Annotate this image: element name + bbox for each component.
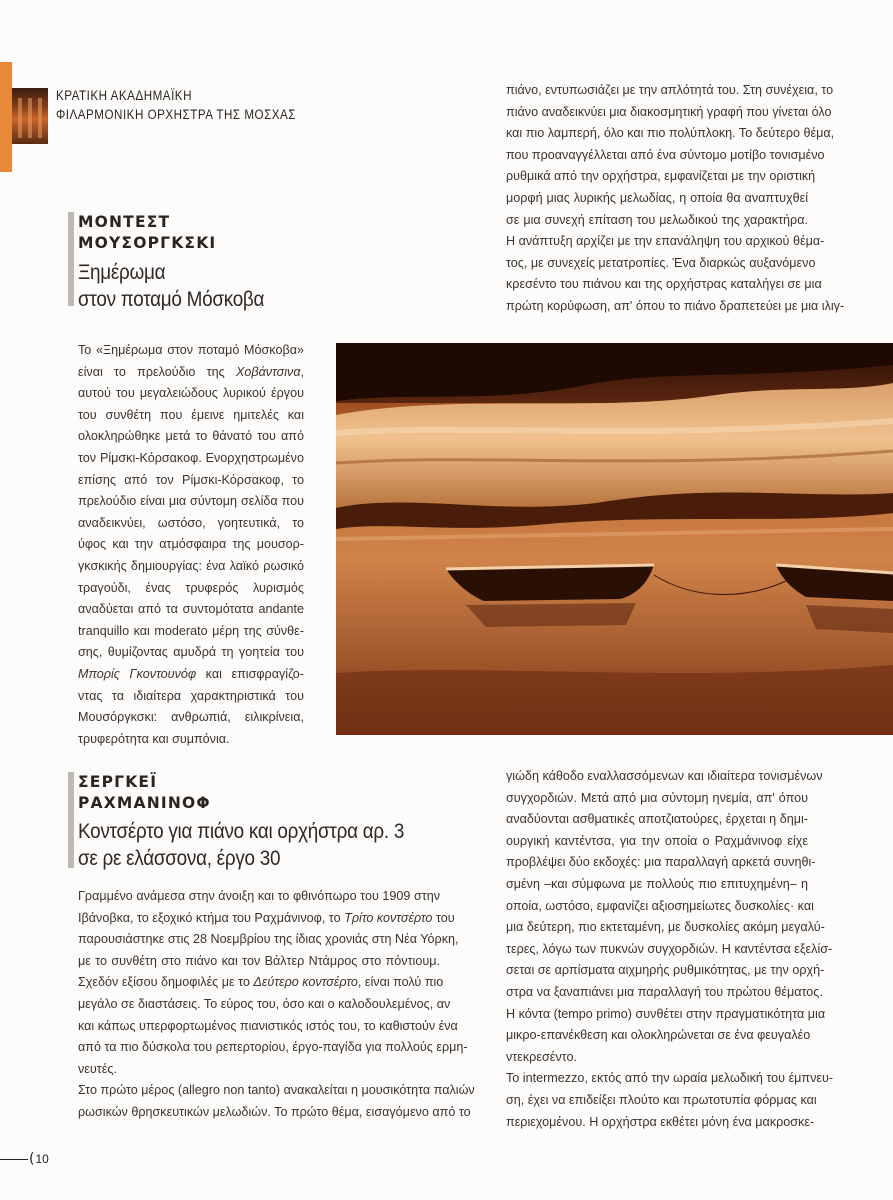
boats-photo-illustration [336,343,893,735]
text-line: μεγάλο σε διαστάσεις. Το εύρος του, όσο και ο καλοδουλεμένος, αν [78,996,451,1011]
section2-composer-first: ΣΕΡΓΚΕΪ [78,773,158,791]
section1-composer-last: ΜΟΥΣΟΡΓΚΣΚΙ [78,234,217,252]
page-number-rule [0,1159,28,1160]
section2-work-title-line2: σε ρε ελάσσονα, έργο 30 [78,847,281,870]
text-line: πιάνο, εντυπωσιάζει με την απλότητά του. Στη συνέχεια, το [506,83,834,97]
text-line: Το intermezzo, εκτός από την ωραία μελωδική του έμπνευ- [506,1071,834,1086]
section1-work-title-line1: Ξημέρωμα [78,261,166,284]
text-line: τον Ρίμσκι-Κόρσακοφ. Ενορχηστρωμένο [78,450,304,465]
text-line: τερες, λόγω των πυκνών συγχορδιών. Η καντέντσα εξελίσ- [506,941,833,956]
text-line: ολοκληρώθηκε μετά το θάνατό του από [78,429,304,444]
text-line: Μπορίς Γκοντουνόφ και επισφραγίζο- [78,666,304,681]
text-line: επίσης από τον Ρίμσκι-Κόρσακοφ, το [78,472,304,487]
musorgsky-text-column [78,340,304,750]
text-line: παρουσιάστηκε στις 28 Νοεμβρίου της ίδιας χρονιάς στη Νέα Υόρκη, [78,932,459,947]
text-line: τος, με συνεχείς μετατροπίες. Ένα διαρκώς αυξανόμενο [506,255,816,270]
text-line: σης, θυμίζοντας αμυδρά τη γοητεία του [78,645,304,660]
text-line: πιάνο αναδεικνύει μια διακοσμητική γραφή που γίνεται όλο [506,104,832,119]
text-line: μικρο-επανέκθεση και ολοκληρώνεται σε ένα φευγαλέο [506,1028,811,1043]
text-line: ρυθμικά από την ορχήστρα, εμφανίζεται με την οριστική [506,169,816,184]
page-number-bracket: ( [29,1151,35,1167]
section2-composer-last: ΡΑΧΜΑΝΙΝΟΦ [78,794,211,812]
text-line: προβλέψει δύο εκδοχές: μια παραλλαγή αρκετά συνηθι- [506,855,816,870]
text-line: ντας τα ιδιαίτερα χαρακτηριστικά του [78,688,304,703]
text-line: γκσκικής δημιουργίας: ένα λαϊκό ρωσικό [78,558,304,573]
text-line: στρα να ξαναπιάνει μια παραλλαγή του πρώτου θέματος. [506,984,823,999]
section1-heading-bar [68,212,74,306]
text-line: tranquillo και moderato μέρη της σύνθε- [78,623,304,638]
text-line: μορφή μιας λυρικής μελωδίας, η οποία θα αναπτυχθεί [506,190,808,205]
text-line: πρελούδιο είναι μια σύντομη σελίδα που [78,494,304,509]
section1-composer-first: ΜΟΝΤΕΣΤ [78,213,171,231]
text-line: Μουσόργκσκι: ανθρωπιά, ειλικρίνεια, [78,710,304,725]
text-line: αναδεικνύει, ωστόσο, γοητευτικά, το [78,515,304,530]
rachmaninoff-text-column-right [506,766,834,1133]
text-line: με το συνθέτη στο πιάνο και τον Βάλτερ Ντάμρος στο πόντιουμ. [78,953,440,968]
text-line: που προαναγγέλλεται από ένα σύντομο μοτίβο τονισμένο [506,147,825,162]
text-line: σεται σε αρπίσματα αιχμηρής ρυθμικότητας, με την ορχή- [506,963,825,978]
text-line: σε μια συνεχή επίταση του μελωδικού της χαρακτήρα. [506,212,808,227]
text-line: και κάπως υπερφορτωμένος πιανιστικός ιστός του, το καθιστούν ένα [78,1018,458,1033]
text-line: Το «Ξημέρωμα στον ποταμό Μόσκοβα» [78,343,304,357]
text-line: κρεσέντο του πιάνου και της ορχήστρας καταλήγει σε μια [506,277,822,292]
header-accent-strip [0,62,12,172]
boats-on-river-photo [336,343,893,735]
text-line: και πιο λαμπερή, όλο και πιο πολύπλοκη. Το δεύτερο θέμα, [506,126,835,141]
page-footer [0,1152,49,1166]
text-line: πρώτη κορύφωση, απ' όπου το πιάνο δραπετεύει με μια ιλιγ- [506,298,845,313]
text-line: τραγούδι, ένας τρυφερός λυρισμός [78,580,304,595]
section2-heading-bar [68,772,74,868]
rachmaninoff-text-column-left [78,886,475,1124]
text-line: Στο πρώτο μέρος (allegro non tanto) ανακαλείται η μουσικότητα παλιών [78,1083,475,1098]
text-line: οποία, ωστόσο, εμφανίζει αξιοσημείωτες δυσκολίες· και [506,898,814,913]
header-concert-hall-thumbnail [12,88,48,144]
text-line: σμένη –και σύμφωνα με πολλούς πιο επιτυχημένη– η [506,876,808,891]
orchestra-header-line1: ΚΡΑΤΙΚΗ ΑΚΑΔΗΜΑΪΚΗ [56,88,192,103]
text-line: αναδύεται από τα συντομότατα andante [78,602,304,617]
text-line: ρωσικών θρησκευτικών μελωδιών. Το πρώτο θέμα, εισαγόμενο από το [78,1104,471,1119]
text-line: Ιβάνοβκα, το εξοχικό κτήμα του Ραχμάνινοφ, το Τρίτο κοντσέρτο του [78,910,455,925]
text-line: Η κόντα (tempo primo) συνθέτει στην πραγματικότητα μια [506,1006,826,1021]
text-line: νευτές. [78,1061,117,1076]
text-line: ύφος και την ατμόσφαιρα της μουσορ- [78,537,304,552]
text-line: τρυφερότητα και συμπόνια. [78,731,230,746]
orchestra-header [56,86,296,124]
text-line: Γραμμένο ανάμεσα στην άνοιξη και το φθινόπωρο του 1909 στην [78,889,440,903]
text-line: είναι το πρελούδιο της Χοβάντσινα, [78,364,304,379]
text-line: αναδύονται ασθματικές αποτζιατούρες, έρχεται η δημι- [506,812,808,827]
top-right-text-column [506,80,845,318]
text-line: αυτού του μεγαλειώδους λυρικού έργου [78,386,304,401]
text-line: Σχεδόν εξίσου δημοφιλές με το Δεύτερο κοντσέρτο, είναι πολύ πιο [78,975,444,990]
section2-work-title-line1: Κοντσέρτο για πιάνο και ορχήστρα αρ. 3 [78,820,405,843]
text-line: Η ανάπτυξη αρχίζει με την επανάληψη του αρχικού θέμα- [506,234,825,249]
text-line: του συνθέτη που έμεινε ημιτελές και [78,407,304,422]
orchestra-header-line2: ΦΙΛΑΡΜΟΝΙΚΗ ΟΡΧΗΣΤΡΑ ΤΗΣ ΜΟΣΧΑΣ [56,107,296,122]
text-line: ση, έχει να επιδείξει πλούτο και πρωτοτυπία φόρμας και [506,1092,817,1107]
text-line: συγχορδιών. Μετά από μια σύντομη ηνεμία, απ' όπου [506,790,808,805]
text-line: περιεχομένου. Η ορχήστρα εκθέτει μόνη ένα μακροσκε- [506,1114,815,1129]
text-line: από τα πιο δύσκολα του ρεπερτορίου, έργο-παγίδα για πολλούς ερμη- [78,1040,468,1055]
text-line: ντεκρεσέντο. [506,1049,577,1064]
text-line: γιώδη κάθοδο εναλλασσόμενων και ιδιαίτερα τονισμένων [506,769,823,783]
text-line: ουργική καντέντσα, για την οποία ο Ραχμάνινοφ είχε [506,833,808,848]
text-line: μια δεύτερη, πιο εκτεταμένη, με δυσκολίες ακόμη μεγαλύ- [506,920,825,935]
section1-work-title-line2: στον ποταμό Μόσκοβα [78,288,265,311]
page-number: 10 [35,1152,49,1166]
